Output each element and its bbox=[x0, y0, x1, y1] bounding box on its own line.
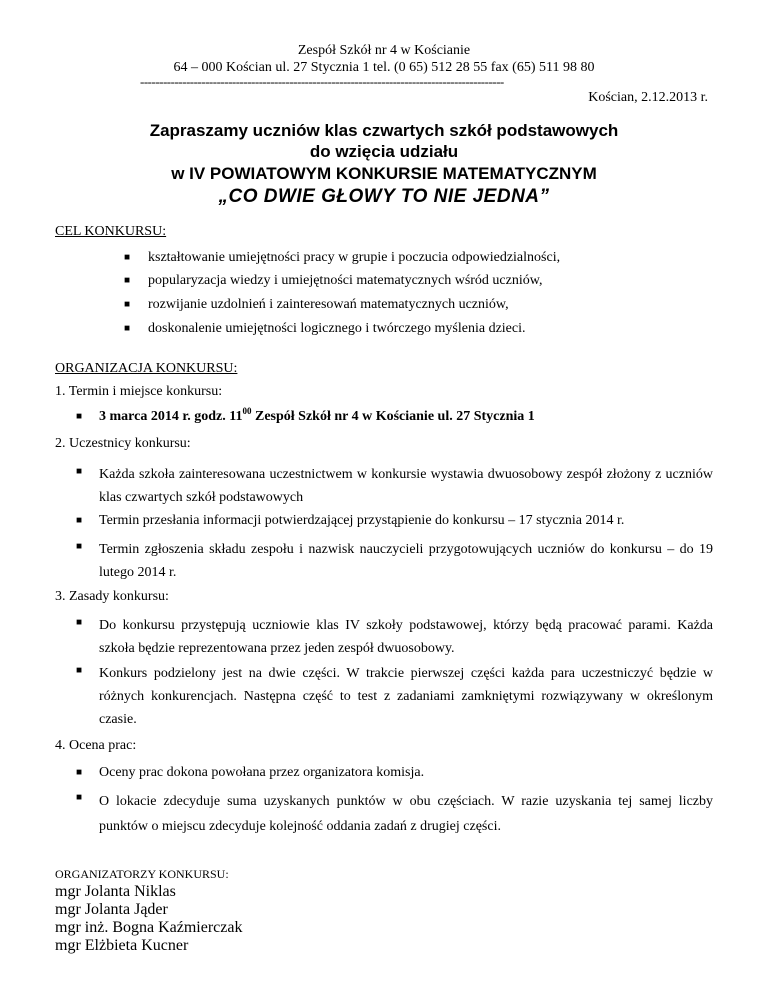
organizer-name: mgr Elżbieta Kucner bbox=[55, 937, 189, 954]
bullet-icon: ■ bbox=[76, 617, 83, 628]
bullet-icon: ■ bbox=[124, 299, 131, 310]
title-line-1: Zapraszamy uczniów klas czwartych szkół podstawowych bbox=[149, 121, 619, 140]
bullet-icon: ■ bbox=[76, 792, 83, 803]
organizer-name: mgr inż. Bogna Kaźmierczak bbox=[55, 919, 243, 936]
bullet-icon: ■ bbox=[76, 767, 83, 778]
section-4-title: 4. Ocena prac: bbox=[55, 738, 137, 753]
contest-name: „CO DWIE GŁOWY TO NIE JEDNA” bbox=[218, 186, 550, 207]
school-address: 64 – 000 Kościan ul. 27 Stycznia 1 tel. (0 65) 512 28 55 fax (65) 511 98 80 bbox=[173, 60, 595, 75]
bullet-icon: ■ bbox=[76, 515, 83, 526]
section-1-title: 1. Termin i miejsce konkursu: bbox=[55, 384, 223, 399]
bullet-icon: ■ bbox=[76, 541, 83, 552]
termin-item: 3 marca 2014 r. godz. $11^{00}$ Zespół Szkół nr 4 w Kościanie ul. 27 Stycznia 1 bbox=[99, 406, 535, 424]
cel-item: kształtowanie umiejętności pracy w grupie i poczucia odpowiedzialności, bbox=[148, 250, 561, 265]
bullet-icon: ■ bbox=[124, 252, 131, 263]
school-name: Zespół Szkół nr 4 w Kościanie bbox=[297, 43, 471, 58]
document-date: Kościan, 2.12.2013 r. bbox=[588, 90, 708, 105]
bullet-icon: ■ bbox=[76, 466, 83, 477]
organizatorzy-heading: ORGANIZATORZY KONKURSU: bbox=[55, 867, 229, 881]
cel-item: popularyzacja wiedzy i umiejętności matematycznych wśród uczniów, bbox=[148, 273, 543, 288]
organizer-name: mgr Jolanta Jąder bbox=[55, 901, 168, 918]
cel-heading: CEL KONKURSU: bbox=[55, 224, 167, 239]
section-3-title: 3. Zasady konkursu: bbox=[55, 589, 169, 604]
header-divider: ----------------------------------------------------------------------------------------------- bbox=[140, 75, 504, 89]
section-2-title: 2. Uczestnicy konkursu: bbox=[55, 436, 191, 451]
uczestnicy-item: Termin zgłoszenia składu zespołu i nazwisk nauczycieli przygotowujących uczniów do konkursu – do 19 lutego 2014 r. bbox=[99, 542, 713, 580]
title-line-2: do wzięcia udziału bbox=[309, 142, 459, 161]
zasady-item: Konkurs podzielony jest na dwie części. W trakcie pierwszej części każda para uczestniczyć będzie w różnych konkurencjach. Następna część to test z zadaniami zamkniętymi rozwiązywany w określonym czasie. bbox=[99, 666, 713, 727]
bullet-icon: ■ bbox=[76, 665, 83, 676]
uczestnicy-item: Termin przesłania informacji potwierdzającej przystąpienie do konkursu – 17 stycznia 2014 r. bbox=[99, 513, 625, 528]
zasady-item: Do konkursu przystępują uczniowie klas IV szkoły podstawowej, którzy będą pracować parami. Każda szkoła będzie reprezentowana przez jeden zespół dwuosobowy. bbox=[99, 618, 713, 656]
bullet-icon: ■ bbox=[124, 275, 131, 286]
organizer-name: mgr Jolanta Niklas bbox=[55, 883, 176, 900]
ocena-item: Oceny prac dokona powołana przez organizatora komisja. bbox=[99, 765, 425, 780]
cel-item: rozwijanie uzdolnień i zainteresowań matematycznych uczniów, bbox=[148, 297, 509, 312]
cel-item: doskonalenie umiejętności logicznego i twórczego myślenia dzieci. bbox=[148, 321, 526, 336]
organizacja-heading: ORGANIZACJA KONKURSU: bbox=[55, 361, 238, 376]
ocena-item: O lokacie zdecyduje suma uzyskanych punktów w obu częściach. W razie uzyskania tej samej liczby punktów o miejscu zdecyduje kolejność oddania zadań z drugiej części. bbox=[99, 794, 713, 834]
uczestnicy-item: Każda szkoła zainteresowana uczestnictwem w konkursie wystawia dwuosobowy zespół złożony z uczniów klas czwartych szkół podstawowych bbox=[99, 467, 713, 505]
bullet-icon: ■ bbox=[76, 411, 83, 422]
bullet-icon: ■ bbox=[124, 323, 131, 334]
title-line-3: w IV POWIATOWYM KONKURSIE MATEMATYCZNYM bbox=[171, 164, 597, 183]
